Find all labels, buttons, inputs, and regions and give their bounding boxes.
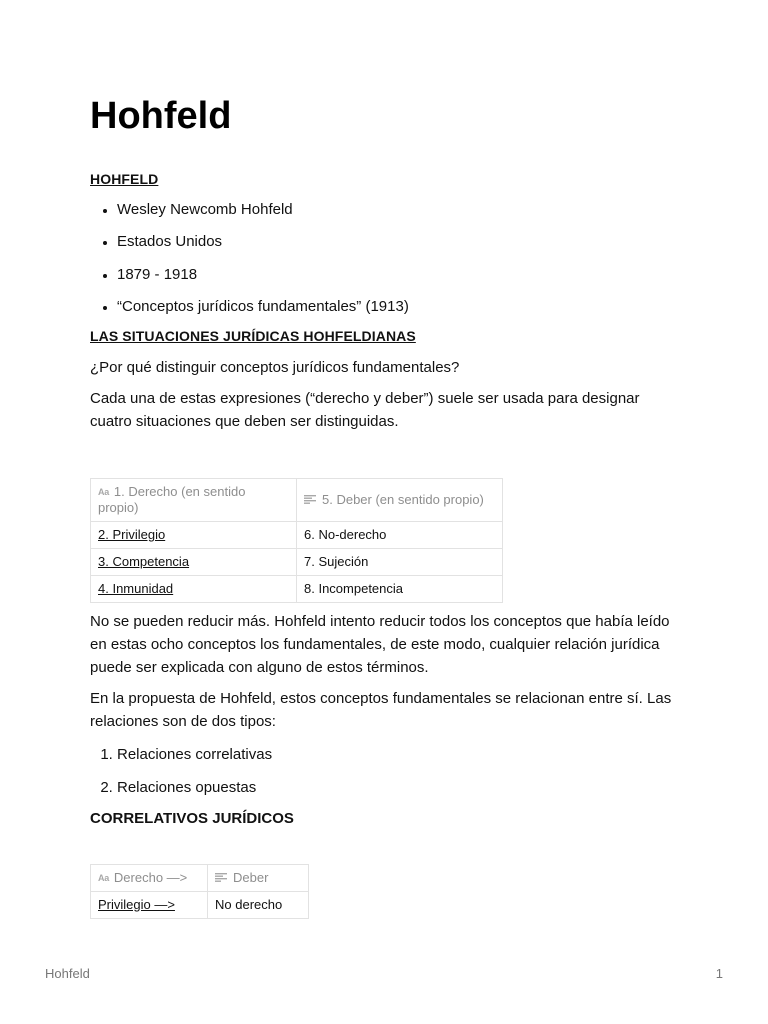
relations-list: [90, 743, 680, 798]
column-header-label: 5. Deber (en sentido propio): [322, 492, 484, 508]
column-header-derecho[interactable]: [91, 479, 297, 522]
document-body: [90, 168, 680, 919]
paragraph-relations: En la propuesta de Hohfeld, estos conceptos fundamentales se relacionan entre sí. Las relaciones son de dos tipos:: [90, 690, 672, 731]
footer-page-number: 1: [715, 966, 723, 981]
column-header-label: Derecho —>: [113, 869, 188, 885]
list-item: • “Conceptos jurídicos fundamentales” (1913): [117, 295, 680, 318]
table-header-row: [91, 864, 309, 891]
column-header-deber[interactable]: [297, 479, 503, 522]
table-cell: [91, 522, 297, 549]
page-title: Hohfeld: [90, 95, 232, 137]
situations-table: [90, 478, 503, 603]
list-item: • Estados Unidos: [117, 230, 680, 253]
section-heading-situaciones: LAS SITUACIONES JURÍDICAS HOHFELDIANAS: [90, 328, 416, 345]
section-heading-correlativos: CORRELATIVOS JURÍDICOS: [90, 809, 294, 827]
paragraph-reduction: No se pueden reducir más. Hohfeld intento reducir todos los conceptos que había leído en estas ocho conceptos los fundamentales, de este modo, cualquier relación jurídica puede ser explicada con alguno de estos términos.: [90, 613, 670, 677]
text-lines-icon: [215, 873, 227, 882]
title-property-icon: Aa: [98, 872, 109, 883]
table-row: [91, 549, 503, 576]
row-link-privilegio[interactable]: Privilegio —>: [98, 896, 175, 912]
table-cell: [91, 891, 208, 918]
table-row: [91, 891, 309, 918]
table-row: [91, 576, 503, 603]
column-header-derecho[interactable]: [91, 864, 208, 891]
table-row: [91, 522, 503, 549]
column-header-label: 1. Derecho (en sentido propio): [98, 484, 246, 516]
text-lines-icon: [304, 495, 316, 504]
table-cell: 6. No-derecho: [297, 522, 503, 549]
table-header-row: [91, 479, 503, 522]
bio-list: [90, 198, 680, 318]
correlatives-table: [90, 864, 309, 919]
row-link-inmunidad[interactable]: 4. Inmunidad: [98, 581, 174, 597]
column-header-label: Deber: [233, 869, 269, 885]
question-paragraph: ¿Por qué distinguir conceptos jurídicos fundamentales?: [90, 359, 460, 377]
intro-paragraph: Cada una de estas expresiones (“derecho y deber”) suele ser usada para designar cuatro situaciones que deben ser distinguidas.: [90, 390, 640, 431]
column-header-deber[interactable]: [208, 864, 309, 891]
row-link-competencia[interactable]: 3. Competencia: [98, 554, 190, 570]
table-cell: [91, 549, 297, 576]
title-property-icon: Aa: [98, 487, 109, 498]
row-link-privilegio[interactable]: 2. Privilegio: [98, 527, 166, 543]
list-item: 2. Relaciones opuestas: [117, 776, 680, 799]
table-cell: 7. Sujeción: [297, 549, 503, 576]
table-cell: [91, 576, 297, 603]
table-cell: No derecho: [208, 891, 309, 918]
list-item: 1. Relaciones correlativas: [117, 743, 680, 766]
footer-document-title: Hohfeld: [45, 966, 90, 981]
list-item: • 1879 - 1918: [117, 263, 680, 286]
table-cell: 8. Incompetencia: [297, 576, 503, 603]
list-item: • Wesley Newcomb Hohfeld: [117, 198, 680, 221]
section-heading-hohfeld: HOHFELD: [90, 171, 159, 187]
